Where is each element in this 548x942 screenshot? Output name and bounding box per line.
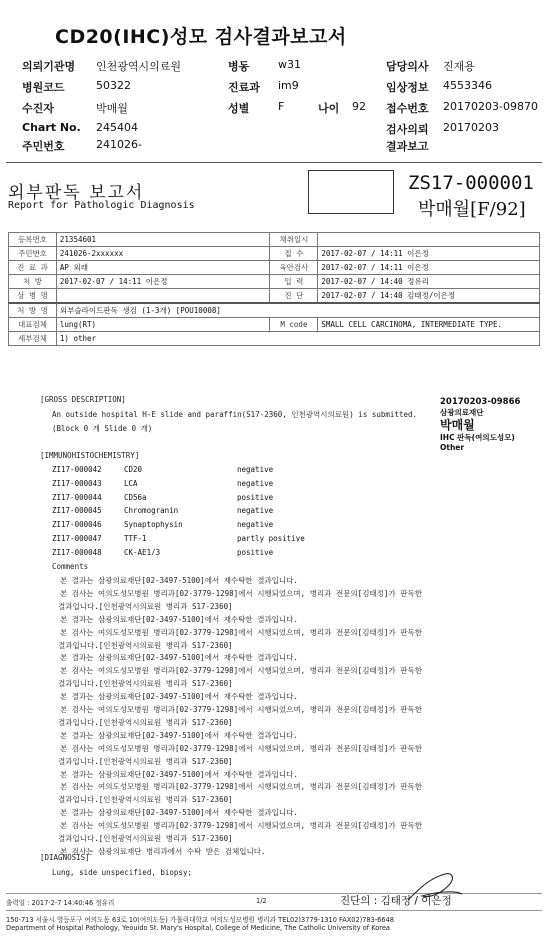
header-label: 접수번호 [386, 102, 429, 115]
header-label: 진료과 [228, 81, 260, 94]
comment-line: 결과입니다.[인천광역시의료원 병리과 S17-2360] [58, 756, 233, 766]
sample-stamp [440, 397, 520, 452]
diag-label: 진 단 [270, 289, 318, 304]
accept: 2017-02-07 / 14:11 이은정 [318, 247, 540, 261]
header-label: 주민번호 [22, 140, 65, 153]
header-label: 담당의사 [386, 60, 429, 73]
detail-label: 세부검체 [9, 332, 57, 346]
ihc-result: negative [237, 520, 274, 530]
ihc-marker: CD20 [124, 465, 143, 474]
stamp-id: 20170203-09866 [440, 397, 521, 407]
ihc-marker: TTF-1 [124, 534, 147, 543]
ihc-code: ZI17-000044 [52, 492, 102, 502]
ihc-heading: [IMMUNOHISTOCHEMISTRY] [40, 451, 140, 460]
ihc-marker: CK-AE1/3 [124, 547, 161, 557]
address-kr: 150-713 서울시 영등포구 여의도동 63로 10(여의도동) 가톨릭대학교 여의도성모병원 병리과 TEL02)3779-1310 FAX02)783-6648 [6, 916, 394, 924]
rep-label: 대표검체 [9, 318, 57, 332]
comment-line: 본 검사는 여의도성모병원 병리과[02-3779-1298]에서 시행되었으며, 병리과 전문의[김태정]가 판독한 [60, 588, 422, 598]
reg-no-label: 등록번호 [9, 233, 57, 247]
comment-line: 결과입니다.[인천광역시의료원 병리과 S17-2360] [58, 679, 233, 689]
comment-line: 본 결과는 삼광의료재단[02-3497-5100]에서 재수탁한 결과입니다. [60, 692, 298, 702]
reg-no: 21354601 [56, 233, 270, 247]
proc: 외부슬라이드판독 생검 (1-3개) [POU10008] [56, 303, 539, 318]
comment-line: 결과입니다.[인천광역시의료원 병리과 S17-2360] [58, 601, 233, 611]
report-patient: 박매월[F/92] [418, 199, 526, 220]
comment-line: 본 검사는 여의도성모병원 병리과[02-3779-1298]에서 시행되었으며, 병리과 전문의[김태정]가 판독한 [60, 821, 422, 831]
header-value: 4553346 [443, 79, 492, 92]
stamp-test: IHC 판독(여의도성모) [440, 433, 515, 442]
dept: AP 외래 [56, 261, 270, 275]
header-label: Chart No. [22, 121, 81, 134]
comment-line: 본 결과는 삼광의료재단[02-3497-5100]에서 재수탁한 결과입니다. [60, 614, 298, 624]
report-title-kr: 외부판독 보고서 [8, 183, 145, 203]
header-value: 진재용 [443, 60, 475, 73]
ihc-code: ZI17-000043 [52, 478, 102, 488]
comment-line: 본 검사는 여의도성모병원 병리과[02-3779-1298]에서 시행되었으며, 병리과 전문의[김태정]가 판독한 [60, 627, 422, 637]
gross-heading: [GROSS DESCRIPTION] [40, 395, 126, 404]
ihc-result: partly positive [237, 534, 305, 543]
ihc-code: ZI17-000048 [52, 547, 102, 557]
ihc-marker: Synaptophysin [124, 520, 183, 530]
stamp-box [308, 170, 394, 214]
comment-line: 본 검사는 삼광의료재단 병리과에서 수탁 받은 검체입니다. [60, 846, 266, 856]
comment-line: 결과입니다.[인천광역시의료원 병리과 S17-2360] [58, 640, 233, 650]
header-label: 병동 [228, 60, 250, 73]
header-value: 20170203-09870 [443, 100, 538, 113]
diagnosis-line-1: Lung, side unspecified, biopsy; [52, 868, 192, 877]
comment-line: 본 결과는 삼광의료재단[02-3497-5100]에서 재수탁한 결과입니다. [60, 808, 298, 818]
comment-line: 결과입니다.[인천광역시의료원 병리과 S17-2360] [58, 795, 233, 805]
resident-label: 주민번호 [9, 247, 57, 261]
comments-label: Comments [52, 562, 89, 571]
detail: 1) other [56, 332, 539, 346]
comment-line: 결과입니다.[인천광역시의료원 병리과 S17-2360] [58, 717, 233, 727]
comment-line: 본 검사는 여의도성모병원 병리과[02-3779-1298]에서 시행되었으며, 병리과 전문의[김태정]가 판독한 [60, 666, 422, 676]
stamp-name: 박매월 [440, 418, 475, 432]
header-label: 결과보고 [386, 140, 429, 153]
ihc-marker: CD56a [124, 492, 147, 502]
comment-line: 본 검사는 여의도성모병원 병리과[02-3779-1298]에서 시행되었으며, 병리과 전문의[김태정]가 판독한 [60, 782, 422, 792]
gross-line-2: (Block 0 개 Slide 0 개) [52, 424, 153, 433]
gross-line-1: An outside hospital H-E slide and paraffin(S17-2360, 인천광역시의료원) is submitted. [52, 410, 418, 419]
header-label: 성별 [228, 102, 250, 115]
header-value: w31 [278, 58, 301, 71]
ihc-result: negative [237, 506, 274, 516]
age-label: 나이 [318, 102, 340, 115]
ihc-code: ZI17-000045 [52, 506, 102, 516]
ihc-result: positive [237, 492, 274, 502]
mcode: SMALL CELL CARCINOMA, INTERMEDIATE TYPE. [318, 318, 540, 332]
header-value: 20170203 [443, 121, 499, 134]
dept-label: 진 료 과 [9, 261, 57, 275]
header-label: 임상정보 [386, 81, 429, 94]
report-id: ZS17-000001 [408, 172, 534, 194]
comment-line: 본 결과는 삼광의료재단[02-3497-5100]에서 재수탁한 결과입니다. [60, 730, 298, 740]
header-label: 의뢰기관명 [22, 60, 76, 73]
accept-label: 접 수 [270, 247, 318, 261]
ihc-marker: LCA [124, 478, 138, 488]
page-number: 1/2 [256, 897, 267, 905]
header-value: 241026- [96, 138, 142, 151]
recv: 2017-02-07 / 14:11 이은정 [318, 261, 540, 275]
header-label: 검사의뢰 [386, 123, 429, 136]
header-value: 박매월 [96, 102, 128, 115]
rep: lung(RT) [56, 318, 270, 332]
input: 2017-02-07 / 14:40 정유리 [318, 275, 540, 289]
ihc-result: negative [237, 478, 274, 488]
header-label: 수진자 [22, 102, 54, 115]
input-label: 입 력 [270, 275, 318, 289]
comment-line: 본 결과는 삼광의료재단[02-3497-5100]에서 재수탁한 결과입니다. [60, 653, 298, 663]
diag: 2017-02-07 / 14:40 김태정/이은정 [318, 289, 540, 304]
comment-line: 본 검사는 여의도성모병원 병리과[02-3779-1298]에서 시행되었으며, 병리과 전문의[김태정]가 판독한 [60, 743, 422, 753]
ihc-code: ZI17-000046 [52, 520, 102, 530]
info-table [8, 232, 540, 346]
ihc-result: negative [237, 465, 274, 474]
disease-label: 상 병 명 [9, 289, 57, 304]
diagnosis-heading: [DIAGNOSIS] [40, 853, 90, 862]
comment-line: 본 검사는 여의도성모병원 병리과[02-3779-1298]에서 시행되었으며, 병리과 전문의[김태정]가 판독한 [60, 705, 422, 714]
header-value: 50322 [96, 79, 131, 92]
printed-info: 출력일 : 2017-2-7 14:40:46 정유리 [6, 899, 115, 907]
stamp-org: 삼광의료재단 [440, 408, 484, 417]
header-value: im9 [278, 79, 299, 92]
mcode-label: M code [270, 318, 318, 332]
ihc-marker: Chromogranin [124, 506, 179, 516]
proc-label: 처 방 명 [9, 303, 57, 318]
stamp-type: Other [440, 443, 465, 452]
header-value: 인천광역시의료원 [96, 60, 182, 73]
header-value: 245404 [96, 121, 138, 134]
ihc-code: ZI17-000047 [52, 534, 102, 543]
header-value: F [278, 100, 285, 113]
ihc-result: positive [237, 547, 274, 557]
ihc-code: ZI17-000042 [52, 465, 102, 474]
comment-line: 본 결과는 삼광의료재단[02-3497-5100]에서 재수탁한 결과입니다. [60, 769, 298, 779]
age-value: 92 [352, 100, 366, 113]
resident: 241026-2xxxxxx [56, 247, 270, 261]
diagnoser: 진단의 : 김태정 / 이은정 [340, 895, 452, 907]
order: 2017-02-07 / 14:11 이은정 [56, 275, 270, 289]
comment-line: 결과입니다.[인천광역시의료원 병리과 S17-2360] [58, 834, 233, 843]
report-title-en: Report for Pathologic Diagnosis [8, 200, 195, 211]
comment-line: 본 결과는 삼광의료재단[02-3497-5100]에서 재수탁한 결과입니다. [60, 576, 298, 585]
address-en: Department of Hospital Pathology, Yeouido St. Mary's Hospital, College of Medicine, The Catholic University of Korea [6, 924, 390, 932]
collect-label: 채취일시 [270, 233, 318, 247]
header-label: 병원코드 [22, 81, 65, 94]
signature-mark [400, 868, 470, 908]
order-label: 처 방 [9, 275, 57, 289]
recv-label: 육안검사 [270, 261, 318, 275]
page-title: CD20(IHC)성모 검사결과보고서 [55, 26, 347, 48]
